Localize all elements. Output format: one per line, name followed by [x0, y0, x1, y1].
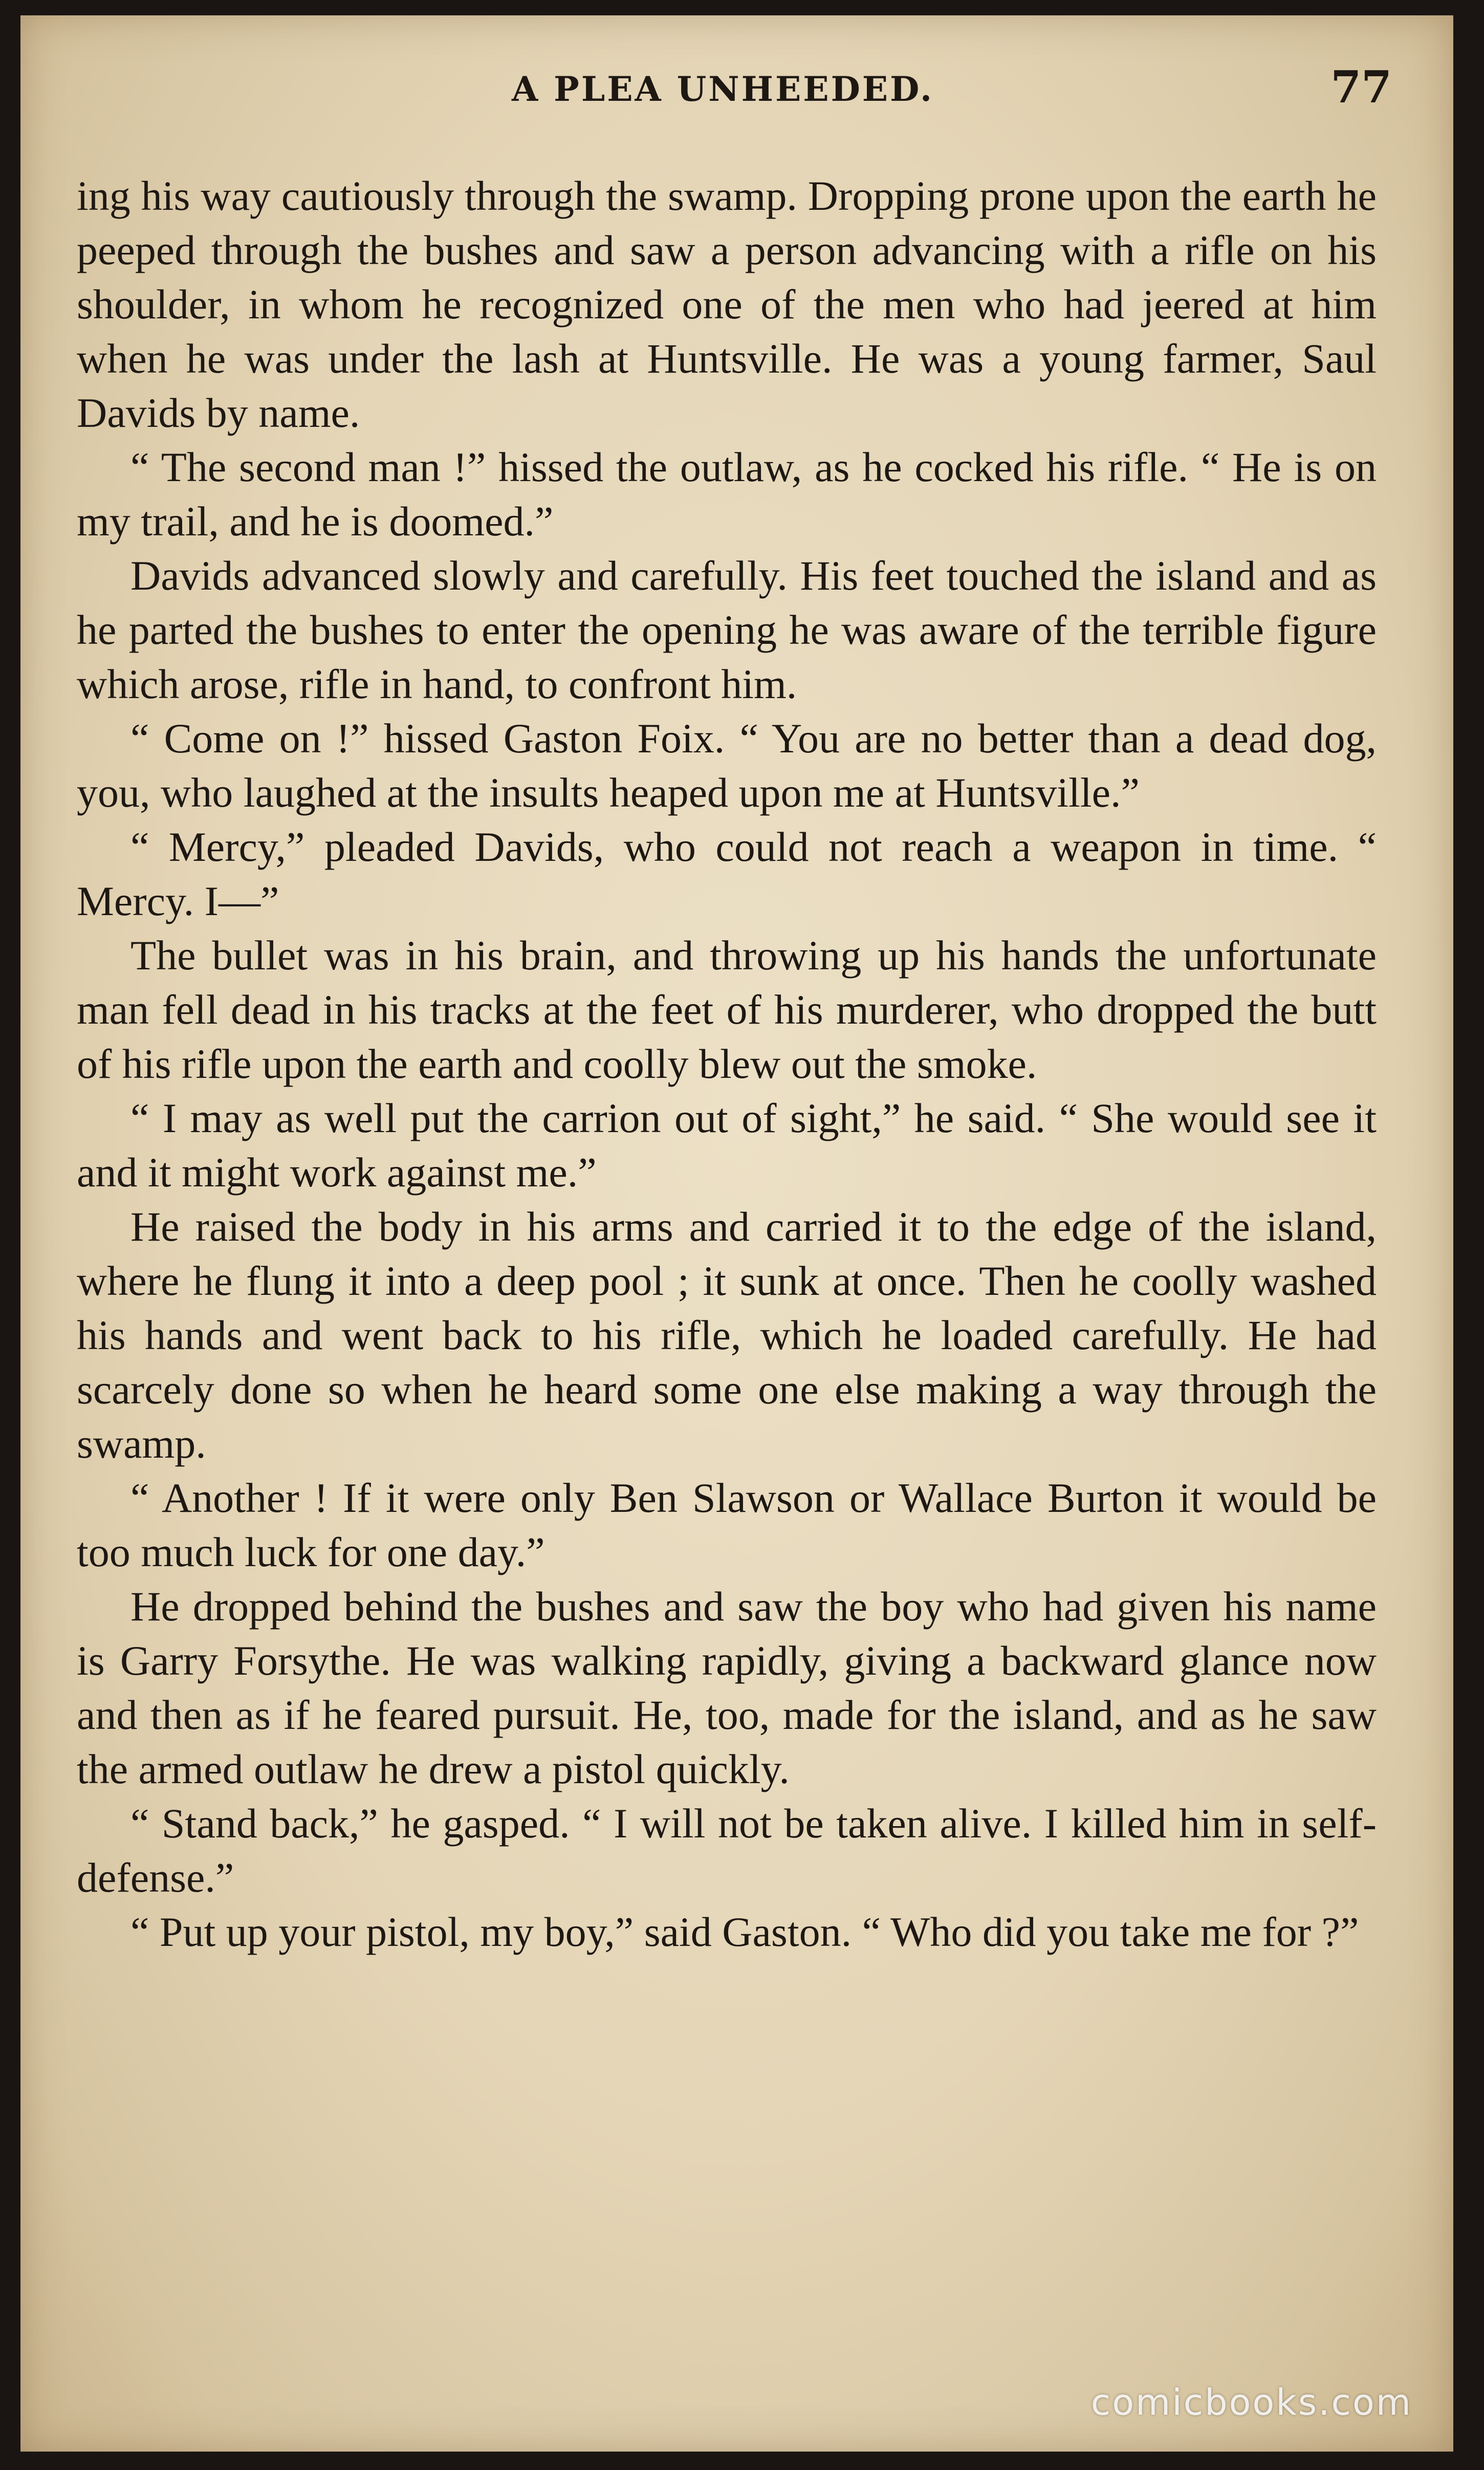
paragraph: “ Put up your pistol, my boy,” said Gaston. “ Who did you take me for ?”: [130, 1909, 1359, 1955]
page-header: [20, 59, 1453, 115]
paragraph: ing his way cautiously through the swamp. Dropping prone upon the earth he peeped through the bushes and saw a person advancing with a rifle on his shoulder, in whom he recognized one of the men who had jeered at him when he was under the lash at Huntsville. He was a young farmer, Saul Davids by name.: [77, 172, 1377, 436]
book-page: [20, 15, 1453, 2452]
paragraph: He raised the body in his arms and carried it to the edge of the island, where he flung it into a deep pool ; it sunk at once. Then he coolly washed his hands and went back to his rifle, which he loaded carefully. He had scarcely done so when he heard some one else making a way through the swamp.: [77, 1203, 1377, 1467]
paragraph: The bullet was in his brain, and throwing up his hands the unfortunate man fell dead in his tracks at the feet of his murderer, who dropped the butt of his rifle upon the earth and coolly blew out the smoke.: [77, 932, 1377, 1087]
running-title: A PLEA UNHEEDED.: [512, 69, 934, 109]
paragraph: “ I may as well put the carrion out of sight,” he said. “ She would see it and it might work against me.”: [77, 1095, 1377, 1196]
paragraph: “ Come on !” hissed Gaston Foix. “ You are no better than a dead dog, you, who laughed at the insults heaped upon me at Huntsville.”: [77, 715, 1377, 816]
paragraph: “ Mercy,” pleaded Davids, who could not reach a weapon in time. “ Mercy. I—”: [77, 824, 1377, 924]
paragraph: “ The second man !” hissed the outlaw, as he cocked his rifle. “ He is on my trail, and he is doomed.”: [77, 444, 1377, 545]
watermark: comicbooks.com: [1090, 2381, 1412, 2423]
paragraph: “ Another ! If it were only Ben Slawson or Wallace Burton it would be too much luck for one day.”: [77, 1475, 1377, 1575]
page-number: 77: [1330, 61, 1392, 113]
paragraph: Davids advanced slowly and carefully. His feet touched the island and as he parted the bushes to enter the opening he was aware of the terrible figure which arose, rifle in hand, to confront him.: [77, 552, 1377, 707]
body-text: [77, 169, 1377, 1959]
paragraph: “ Stand back,” he gasped. “ I will not be taken alive. I killed him in self-defense.”: [77, 1800, 1377, 1901]
paragraph: He dropped behind the bushes and saw the boy who had given his name is Garry Forsythe. He was walking rapidly, giving a backward glance now and then as if he feared pursuit. He, too, made for the island, and as he saw the armed outlaw he drew a pistol quickly.: [77, 1583, 1377, 1792]
